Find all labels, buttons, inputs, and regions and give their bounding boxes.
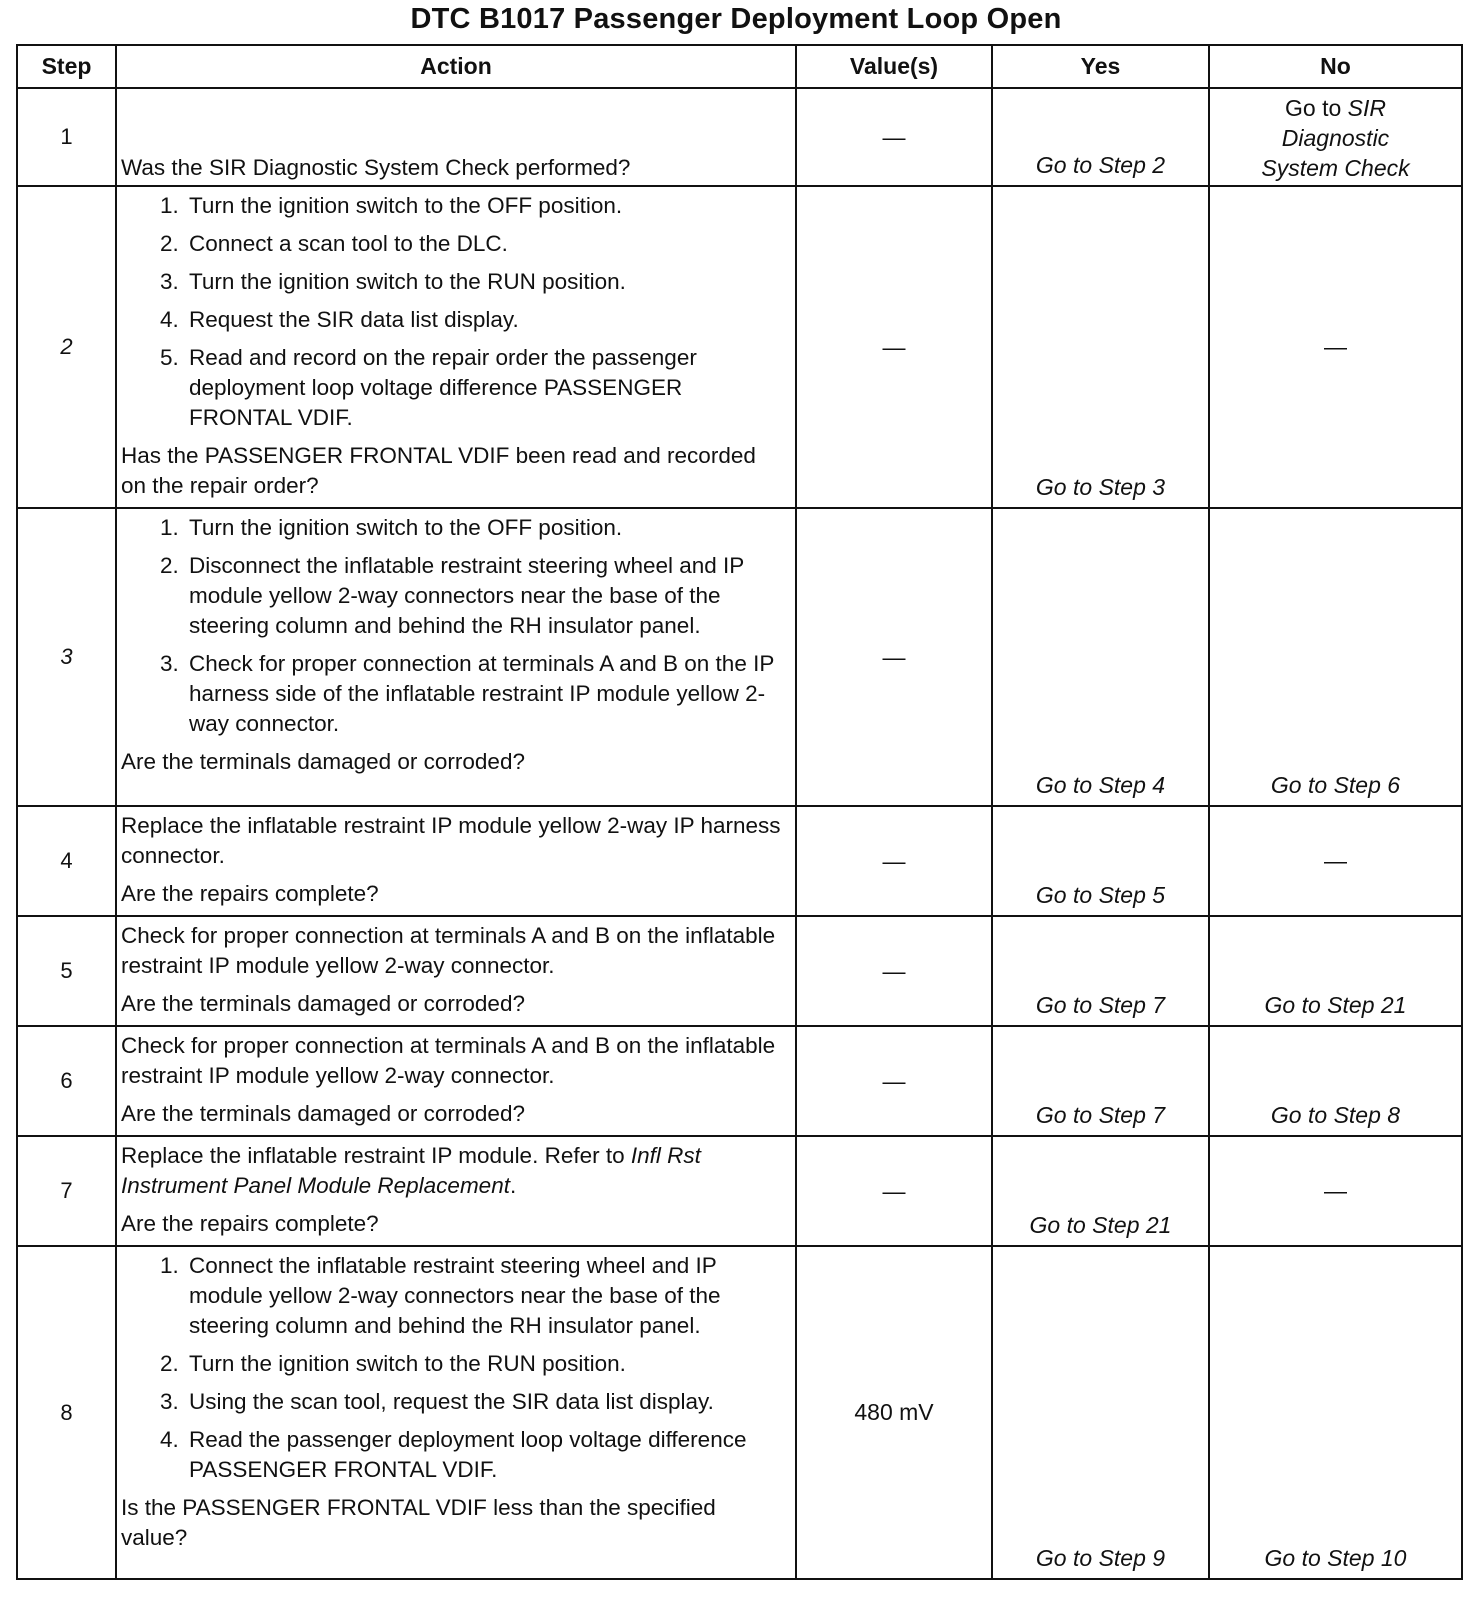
value-cell: 480 mV — [796, 1246, 992, 1579]
table-row — [17, 916, 1462, 1026]
header-action: Action — [116, 45, 796, 88]
no-link[interactable]: Go to Step 21 — [1264, 992, 1407, 1018]
action-cell — [116, 508, 796, 806]
yes-cell — [992, 508, 1209, 806]
action-step: 1. Turn the ignition switch to the OFF position. — [185, 513, 785, 543]
action-step: 4. Request the SIR data list display. — [185, 305, 785, 335]
action-cell — [116, 916, 796, 1026]
action-step: 4. Read the passenger deployment loop voltage difference PASSENGER FRONTAL VDIF. — [185, 1425, 785, 1485]
no-link[interactable]: Go to Step 10 — [1264, 1545, 1407, 1571]
action-cell — [116, 1026, 796, 1136]
no-link[interactable]: Go to Step 8 — [1270, 1102, 1401, 1128]
value-cell: — — [796, 916, 992, 1026]
no-cell — [1209, 508, 1462, 806]
no-cell — [1209, 916, 1462, 1026]
no-cell — [1209, 806, 1462, 916]
no-cell — [1209, 88, 1462, 186]
table-row — [17, 1136, 1462, 1246]
action-step: 1. Turn the ignition switch to the OFF position. — [185, 191, 785, 221]
action-step: 2. Connect a scan tool to the DLC. — [185, 229, 785, 259]
action-text: Check for proper connection at terminals A and B on the inflatable restraint IP module yellow 2-way connector. — [121, 923, 776, 978]
yes-link[interactable]: Go to Step 21 — [1029, 1212, 1172, 1238]
table-row — [17, 186, 1462, 508]
yes-cell — [992, 806, 1209, 916]
step-number: 1 — [17, 88, 116, 186]
step-number: 8 — [17, 1246, 116, 1579]
action-text: Check for proper connection at terminals A and B on the inflatable restraint IP module yellow 2-way connector. — [121, 1033, 776, 1088]
step-number: 2 — [17, 186, 116, 508]
yes-cell — [992, 1246, 1209, 1579]
yes-cell — [992, 916, 1209, 1026]
yes-link[interactable]: Go to Step 2 — [1035, 152, 1166, 178]
table-row — [17, 88, 1462, 186]
no-link-diagnostic[interactable]: Diagnostic — [1281, 125, 1390, 151]
step-number: 5 — [17, 916, 116, 1026]
action-cell — [116, 1136, 796, 1246]
action-question: Are the terminals damaged or corroded? — [121, 749, 525, 774]
no-value: — — [1324, 847, 1347, 874]
action-cell — [116, 1246, 796, 1579]
header-step: Step — [17, 45, 116, 88]
action-step: 3. Using the scan tool, request the SIR data list display. — [185, 1387, 785, 1417]
no-link-sir[interactable]: SIR — [1347, 95, 1386, 121]
value-cell: — — [796, 806, 992, 916]
step-number: 7 — [17, 1136, 116, 1246]
action-cell — [116, 88, 796, 186]
header-row — [17, 45, 1462, 88]
page-title: DTC B1017 Passenger Deployment Loop Open — [410, 3, 1062, 35]
action-text: Replace the inflatable restraint IP module. Refer to — [121, 1143, 631, 1168]
action-step: 2. Disconnect the inflatable restraint steering wheel and IP module yellow 2-way connectors near the base of the steering column and behind the RH insulator panel. — [185, 551, 785, 641]
no-value: — — [1324, 333, 1347, 360]
yes-cell — [992, 88, 1209, 186]
action-question: Has the PASSENGER FRONTAL VDIF been read and recorded on the repair order? — [121, 443, 756, 498]
action-question: Are the terminals damaged or corroded? — [121, 991, 525, 1016]
header-values: Value(s) — [796, 45, 992, 88]
action-question: Are the terminals damaged or corroded? — [121, 1101, 525, 1126]
action-question: Was the SIR Diagnostic System Check performed? — [121, 155, 631, 180]
action-question: Are the repairs complete? — [121, 1211, 379, 1236]
no-link-system-check[interactable]: System Check — [1261, 155, 1410, 181]
yes-link[interactable]: Go to Step 7 — [1035, 1102, 1166, 1128]
action-question: Are the repairs complete? — [121, 881, 379, 906]
yes-link[interactable]: Go to Step 5 — [1035, 882, 1166, 908]
value-cell: — — [796, 1136, 992, 1246]
no-cell — [1209, 1136, 1462, 1246]
yes-link[interactable]: Go to Step 7 — [1035, 992, 1166, 1018]
procedure-link[interactable]: Infl Rst Instrument Panel Module Replacement — [121, 1143, 701, 1198]
action-step: 1. Connect the inflatable restraint steering wheel and IP module yellow 2-way connectors near the base of the steering column and behind the RH insulator panel. — [185, 1251, 785, 1341]
table-row — [17, 1026, 1462, 1136]
action-step: 5. Read and record on the repair order the passenger deployment loop voltage difference PASSENGER FRONTAL VDIF. — [185, 343, 785, 433]
header-yes: Yes — [992, 45, 1209, 88]
value-cell: — — [796, 88, 992, 186]
step-number: 6 — [17, 1026, 116, 1136]
action-step: 2. Turn the ignition switch to the RUN position. — [185, 1349, 785, 1379]
no-cell — [1209, 186, 1462, 508]
step-number: 3 — [17, 508, 116, 806]
value-cell: — — [796, 1026, 992, 1136]
action-step: 3. Turn the ignition switch to the RUN position. — [185, 267, 785, 297]
yes-link[interactable]: Go to Step 3 — [1035, 474, 1166, 500]
no-prefix: Go to — [1285, 95, 1348, 121]
yes-cell — [992, 186, 1209, 508]
value-cell: — — [796, 508, 992, 806]
action-cell — [116, 186, 796, 508]
yes-link[interactable]: Go to Step 9 — [1035, 1545, 1166, 1571]
no-cell — [1209, 1246, 1462, 1579]
action-cell — [116, 806, 796, 916]
action-text-end: . — [509, 1173, 517, 1198]
no-value: — — [1324, 1177, 1347, 1204]
yes-cell — [992, 1026, 1209, 1136]
no-cell — [1209, 1026, 1462, 1136]
no-link[interactable]: Go to Step 6 — [1270, 772, 1401, 798]
table-row — [17, 508, 1462, 806]
yes-cell — [992, 1136, 1209, 1246]
action-step: 3. Check for proper connection at terminals A and B on the IP harness side of the inflatable restraint IP module yellow 2-way connector. — [185, 649, 785, 739]
header-no: No — [1209, 45, 1462, 88]
table-row — [17, 806, 1462, 916]
table-row — [17, 1246, 1462, 1579]
diagnostic-table — [16, 44, 1463, 1580]
yes-link[interactable]: Go to Step 4 — [1035, 772, 1166, 798]
step-number: 4 — [17, 806, 116, 916]
action-text: Replace the inflatable restraint IP module yellow 2-way IP harness connector. — [121, 813, 781, 868]
value-cell: — — [796, 186, 992, 508]
action-question: Is the PASSENGER FRONTAL VDIF less than the specified value? — [121, 1495, 716, 1550]
